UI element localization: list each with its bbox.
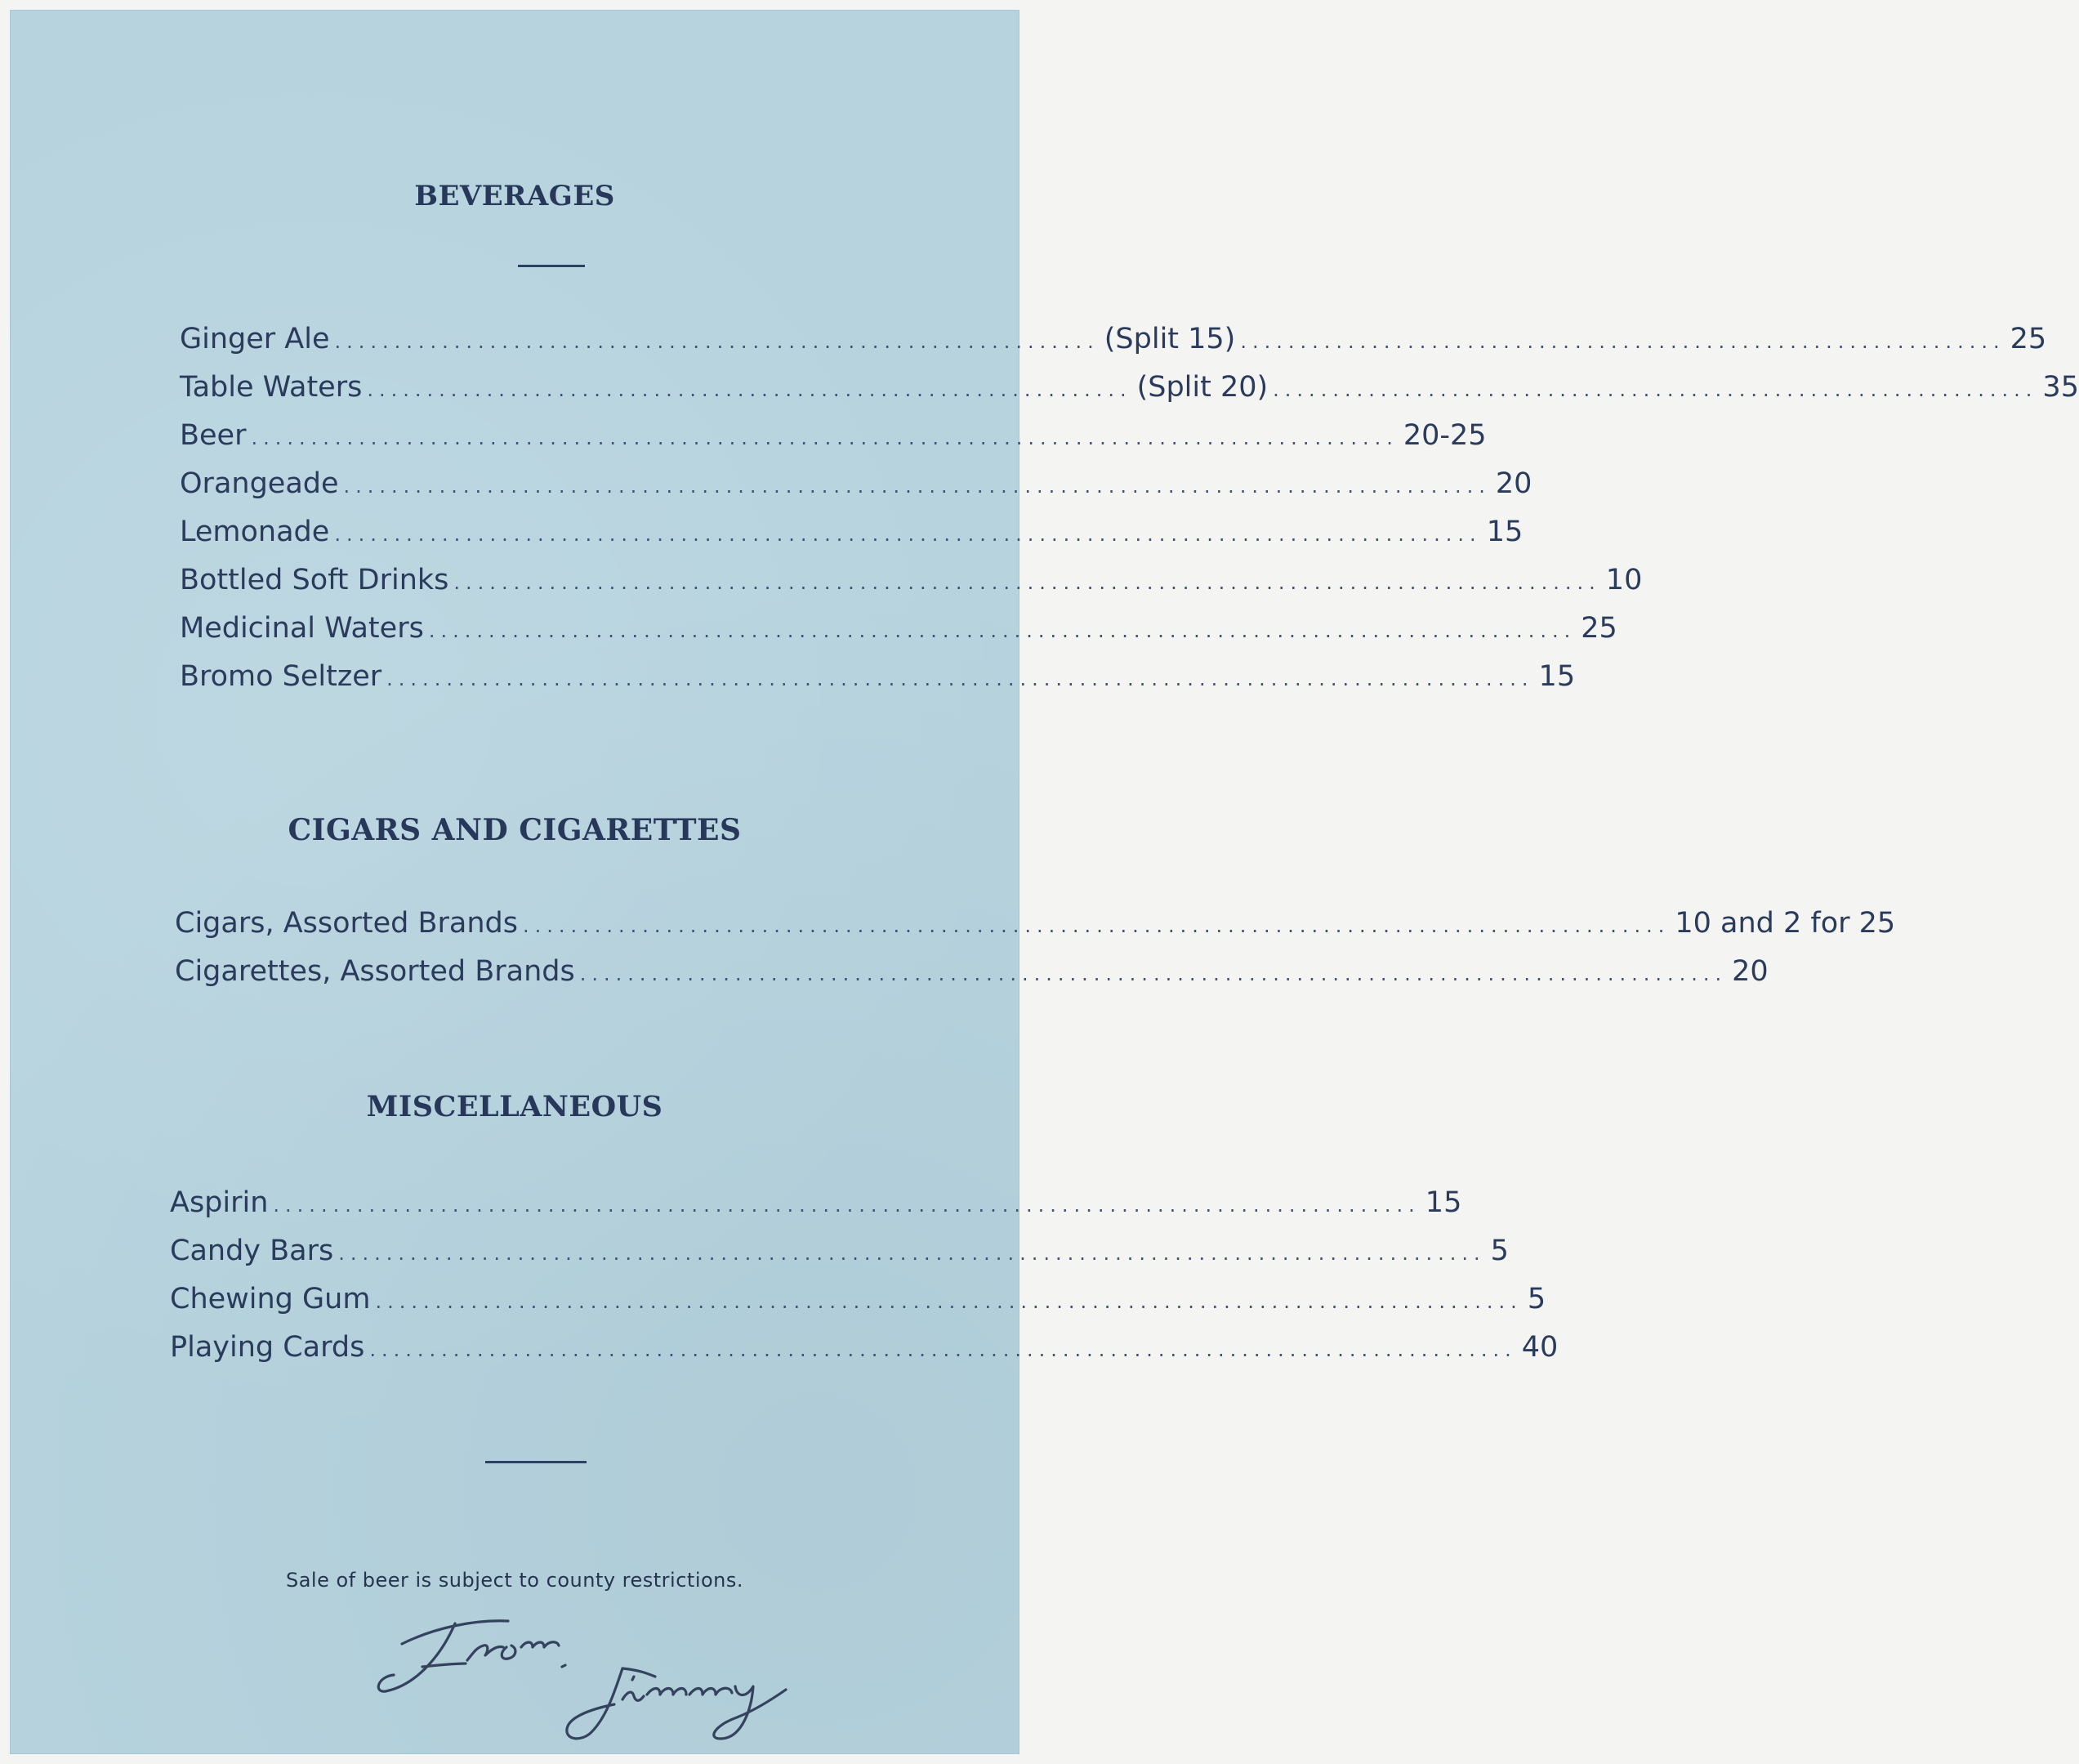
dot-leader: ................................................................................................: [375, 1290, 1523, 1313]
item-name: Cigars, Assorted Brands: [175, 907, 518, 940]
item-note: (Split 15): [1104, 323, 1236, 355]
item-price: 5: [1490, 1235, 1509, 1267]
list-item: [180, 516, 1524, 564]
dot-leader: ................................................................................................: [273, 1194, 1421, 1217]
dot-leader: ................................................................................................: [386, 668, 1534, 690]
dot-leader: ................................................................: [1240, 330, 2005, 353]
item-price: 15: [1538, 660, 1576, 693]
list-item: [180, 467, 1532, 516]
item-name: Playing Cards: [170, 1331, 365, 1364]
cigars-list: [175, 907, 1896, 1003]
dot-leader: ................................................................: [1273, 378, 2038, 401]
item-price: 15: [1425, 1186, 1462, 1219]
dot-leader: ................................................................................................: [334, 523, 1482, 546]
item-name: Lemonade: [180, 516, 330, 548]
dot-leader: ................................................................................................: [428, 619, 1577, 642]
dot-leader: ................................................................................................: [251, 426, 1399, 449]
item-price: 20-25: [1403, 419, 1487, 452]
item-price: 25: [1581, 612, 1617, 645]
dot-leader: ................................................................................................: [338, 1242, 1486, 1265]
footer-rule: [485, 1461, 587, 1463]
list-item: [180, 419, 1487, 467]
dot-leader: ................................................................................................: [369, 1338, 1517, 1361]
list-item: [170, 1186, 1462, 1235]
item-name: Ginger Ale: [180, 323, 330, 355]
item-name: Aspirin: [170, 1186, 269, 1219]
item-name: Bromo Seltzer: [180, 660, 382, 693]
list-item: [175, 907, 1896, 955]
item-price: 10 and 2 for 25: [1675, 907, 1896, 940]
miscellaneous-list: [170, 1186, 1559, 1379]
item-price: 25: [2010, 323, 2047, 355]
list-item: [170, 1331, 1559, 1379]
list-item: [180, 612, 1617, 660]
menu-page: [10, 10, 2079, 1754]
list-item: [175, 955, 1769, 1003]
section-heading-beverages: BEVERAGES: [414, 180, 615, 212]
item-price: 20: [1495, 467, 1532, 500]
item-note: (Split 20): [1136, 371, 1269, 404]
dot-leader: ................................................................................................: [453, 571, 1601, 594]
item-price: 10: [1605, 564, 1643, 596]
section-heading-cigars: CIGARS AND CIGARETTES: [288, 813, 742, 847]
list-item: [170, 1283, 1546, 1331]
item-name: Beer: [180, 419, 247, 452]
dot-leader: ................................................................: [367, 378, 1132, 401]
beverages-list: [180, 323, 2079, 708]
item-price: 40: [1521, 1331, 1559, 1364]
item-name: Chewing Gum: [170, 1283, 371, 1315]
dot-leader: ................................................................................................: [523, 914, 1671, 937]
handwritten-signature: [377, 1595, 949, 1750]
dot-leader: ................................................................................................: [343, 475, 1491, 498]
item-name: Cigarettes, Assorted Brands: [175, 955, 575, 988]
item-name: Bottled Soft Drinks: [180, 564, 449, 596]
section-heading-miscellaneous: MISCELLANEOUS: [366, 1090, 663, 1123]
list-item: [170, 1235, 1509, 1283]
list-item: [180, 323, 2047, 371]
list-item: [180, 564, 1643, 612]
item-name: Medicinal Waters: [180, 612, 424, 645]
item-price: 5: [1527, 1283, 1546, 1315]
item-price: 35: [2042, 371, 2079, 404]
item-name: Table Waters: [180, 371, 363, 404]
list-item: [180, 660, 1576, 708]
heading-rule: [518, 265, 585, 267]
list-item: [180, 371, 2079, 419]
beer-restriction-note: Sale of beer is subject to county restrictions.: [285, 1569, 744, 1592]
item-name: Orangeade: [180, 467, 339, 500]
item-name: Candy Bars: [170, 1235, 334, 1267]
item-price: 20: [1732, 955, 1769, 988]
item-price: 15: [1486, 516, 1524, 548]
dot-leader: ................................................................................................: [579, 962, 1728, 985]
dot-leader: ................................................................: [334, 330, 1100, 353]
